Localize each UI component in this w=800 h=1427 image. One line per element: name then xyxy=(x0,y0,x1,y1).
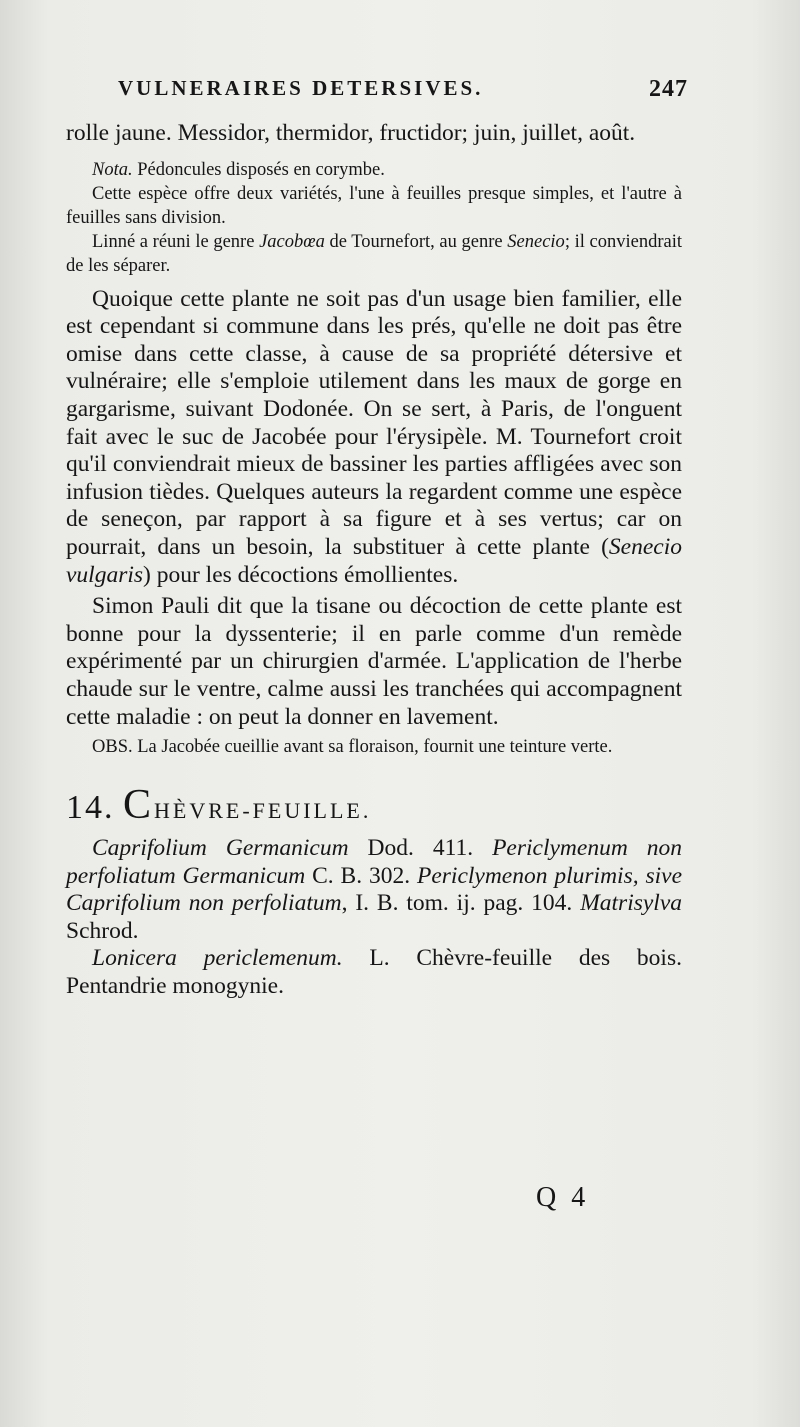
synonyms: Caprifolium Germanicum Dod. 411. Periclymenum non perfoliatum Germanicum C. B. 302. Periclymenon plurimis, sive Caprifolium non perfoliatum, I. B. tom. ij. pag. 104. Matrisylva Schrod. xyxy=(66,835,683,944)
linne-note: Linné a réuni le genre Jacobœa de Tournefort, au genre Senecio; il conviendrait de les séparer. xyxy=(66,231,683,276)
entry-title: HÈVRE-FEUILLE. xyxy=(154,798,372,824)
nota-note: Nota. Pédoncules disposés en corymbe. xyxy=(92,159,385,180)
entry-number: 14. xyxy=(66,789,115,827)
variety-note: Cette espèce offre deux variétés, l'une à feuilles presque simples, et l'autre à feuilles sans division. xyxy=(66,183,682,228)
paragraph-uses: Quoique cette plante ne soit pas d'un usage bien familier, elle est cependant si commune dans les prés, qu'elle ne doit pas être omise dans cette classe, à cause de sa propriété détersive et vulnéraire; elle s'emploie utilement dans les maux de gorge en gargarisme, suivant Dodonée. On se sert, à Paris, de l'onguent fait avec le suc de Jacobée pour l'érysipèle. M. Tournefort croit qu'il conviendrait mieux de bassiner les parties affligées avec son infusion tièdes. Quelques auteurs la regardent comme une espèce de seneçon, par rapport à sa figure et à ses vertus; car on pourrait, dans un besoin, la substituer à cette plante (Senecio vulgaris) pour les décoctions émollientes. xyxy=(66,285,682,588)
linnaean-name: Lonicera periclemenum. L. Chèvre-feuille des bois. Pentandrie monogynie. xyxy=(66,945,682,1000)
running-header xyxy=(118,76,688,103)
obs-label: OBS. xyxy=(92,737,133,758)
paragraph-simon-pauli: Simon Pauli dit que la tisane ou décoction de cette plante est bonne pour la dyssenterie; il en parle comme d'un remède expérimenté par un chirurgien d'armée. L'application de l'herbe chaude sur le ventre, calme aussi les tranchées qui accompagnent cette maladie : on peut la donner en lavement. xyxy=(66,593,682,730)
entry-initial: C xyxy=(123,782,155,829)
entry-heading xyxy=(66,781,682,829)
obs-note: OBS. La Jacobée cueillie avant sa floraison, fournit une teinture verte. xyxy=(92,737,613,758)
nota-label: Nota. xyxy=(92,159,133,180)
continuation-text: rolle jaune. Messidor, thermidor, fructidor; juin, juillet, août. xyxy=(66,120,636,146)
text-column xyxy=(66,120,682,1001)
running-title: VULNERAIRES DETERSIVES. xyxy=(118,76,484,100)
signature-mark: Q 4 xyxy=(536,1182,590,1213)
page-number: 247 xyxy=(649,76,688,102)
